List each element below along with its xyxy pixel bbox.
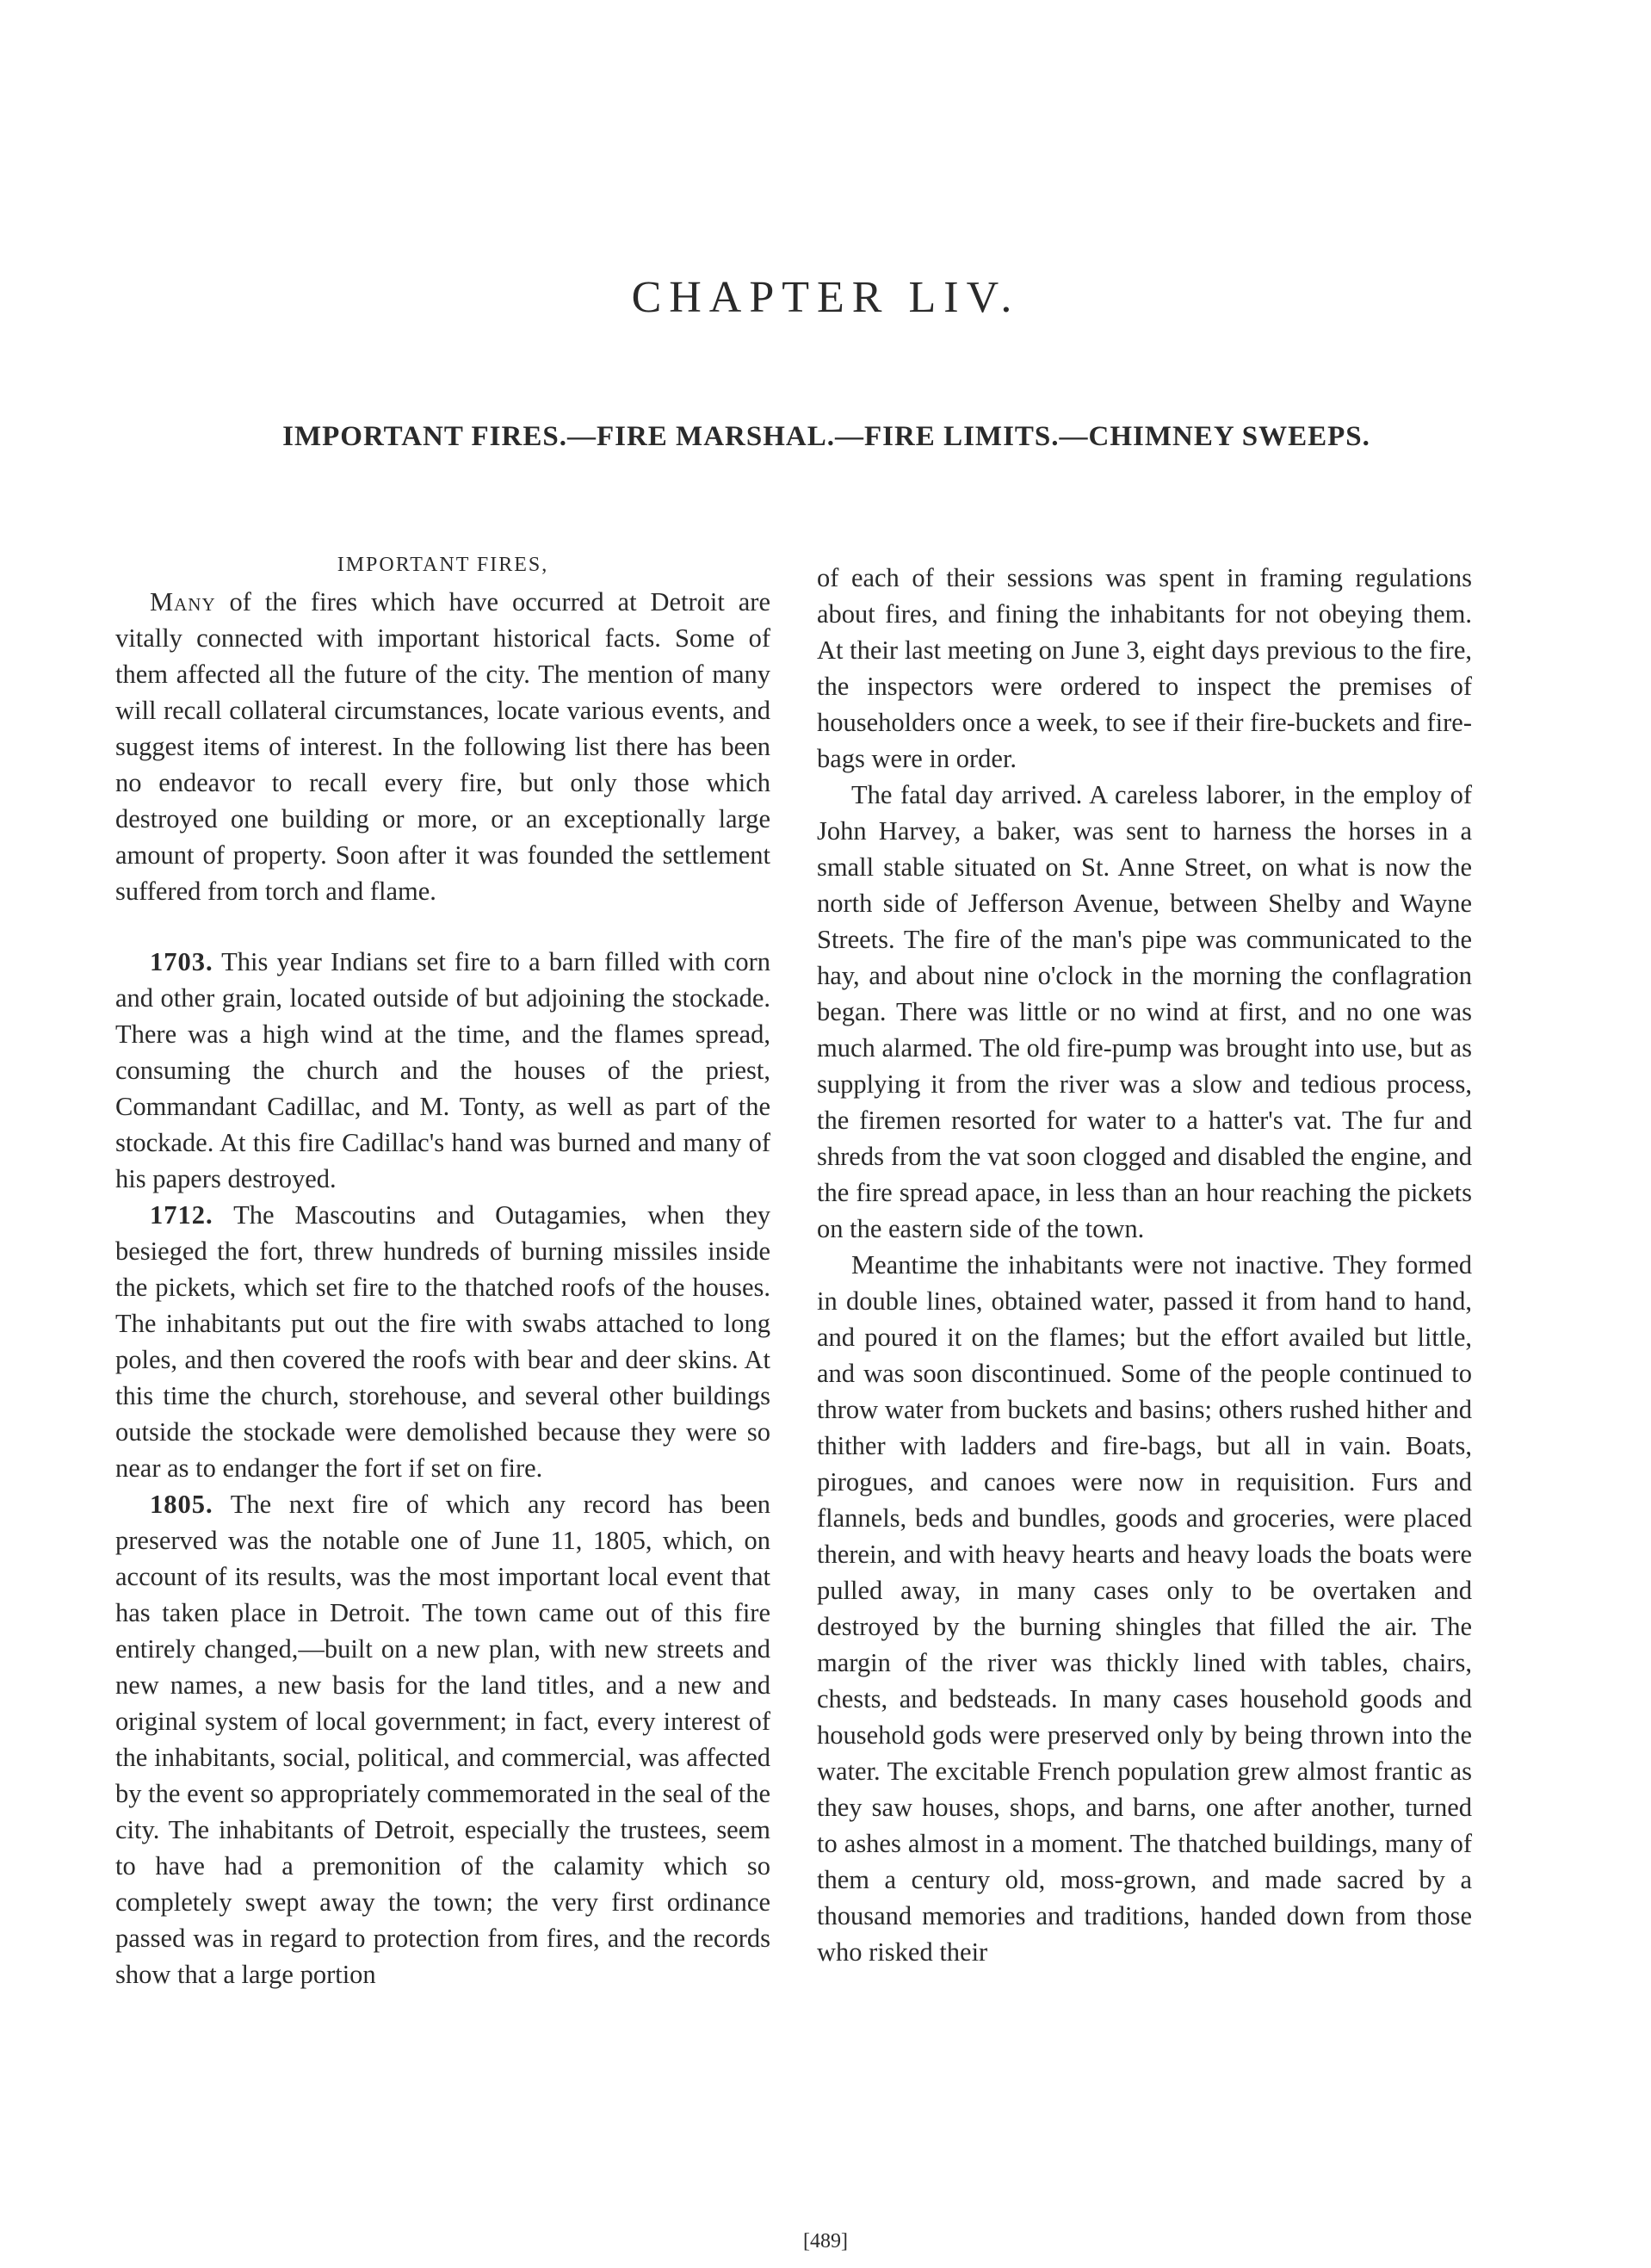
entry-1805 (115, 1486, 770, 1992)
paragraph-fatal-day: The fatal day arrived. A careless laborer, in the employ of John Harvey, a baker, was sent to harness the horses in a small stable situated on St. Anne Street, on what is now the north side of Jefferson Avenue, between Shelby and Wayne Streets. The fire of the man's pipe was communicated to the hay, and about nine o'clock in the morning the conflagration began. There was little or no wind at first, and no one was much alarmed. The old fire-pump was brought into use, but as supplying it from the river was a slow and tedious process, the firemen resorted for water to a hatter's vat. The fur and shreds from the vat soon clogged and disabled the engine, and the fire spread apace, in less than an hour reaching the pickets on the eastern side of the town. (817, 780, 1472, 1243)
intro-text: of the fires which have occurred at Detroit are vitally connected with important historical facts. Some of them affected all the future of the city. The mention of many will recall collateral circumstances, locate various events, and suggest items of interest. In the following list there has been no endeavor to recall every fire, but only those which destroyed one building or more, or an exceptionally large amount of property. Soon after it was founded the settlement suffered from torch and flame. (115, 587, 770, 906)
chapter-subtitle: IMPORTANT FIRES.—FIRE MARSHAL.—FIRE LIMITS.—CHIMNEY SWEEPS. (282, 421, 1370, 452)
page-number: [489] (803, 2230, 848, 2253)
continued-paragraph: of each of their sessions was spent in framing regulations about fires, and fining the inhabitants for not obeying them. At their last meeting on June 3, eight days previous to the fire, the inspectors were ordered to inspect the premises of householders once a week, to see if their fire-buckets and fire-bags were in order. (817, 563, 1472, 773)
intro-paragraph (115, 584, 770, 909)
paragraph-meantime: Meantime the inhabitants were not inactive. They formed in double lines, obtained water, passed it from hand to hand, and poured it on the flames; but the effort availed but little, and was soon discontinued. Some of the people continued to throw water from buckets and basins; others rushed hither and thither with ladders and fire-bags, but all in vain. Boats, pirogues, and canoes were now in requisition. Furs and flannels, beds and bundles, goods and groceries, were placed therein, and with heavy hearts and heavy loads the boats were pulled away, in many cases only to be overtaken and destroyed by the burning shingles that filled the air. The margin of the river was thickly lined with tables, chairs, chests, and bedsteads. In many cases household goods and household gods were preserved only by being thrown into the water. The excitable French population grew almost frantic as they saw houses, shops, and barns, one after another, turned to ashes almost in a moment. The thatched buildings, many of them a century old, moss-grown, and made sacred by a thousand memories and traditions, handed down from those who risked their (817, 1250, 1472, 1967)
entry-year: 1703. (150, 947, 213, 976)
entry-year: 1712. (150, 1200, 213, 1230)
left-column (115, 544, 770, 1992)
right-column (817, 560, 1472, 1970)
chapter-title: CHAPTER LIV. (631, 273, 1020, 322)
section-heading: IMPORTANT FIRES, (337, 554, 549, 576)
entry-text: The next fire of which any record has been preserved was the notable one of June 11, 1805, which, on account of its results, was the most important local event that has taken place in Detroit. The town came out of this fire entirely changed,—built on a new plan, with new streets and new names, a new basis for the land titles, and a new and original system of local government; in fact, every interest of the inhabitants, social, political, and commercial, was affected by the event so appropriately commemorated in the seal of the city. The inhabitants of Detroit, especially the trustees, seem to have had a premonition of the calamity which so completely swept away the town; the very first ordinance passed was in regard to protection from fires, and the records show that a large portion (115, 1490, 770, 1989)
entry-text: The Mascoutins and Outagamies, when they besieged the fort, threw hundreds of burning missiles inside the pickets, which set fire to the thatched roofs of the houses. The inhabitants put out the fire with swabs attached to long poles, and then covered the roofs with bear and deer skins. At this time the church, storehouse, and several other buildings outside the stockade were demolished because they were so near as to endanger the fort if set on fire. (115, 1200, 770, 1483)
lead-word: Many (150, 587, 216, 617)
entry-1712 (115, 1197, 770, 1486)
entry-text: This year Indians set fire to a barn filled with corn and other grain, located outside of but adjoining the stockade. There was a high wind at the time, and the flames spread, consuming the church and the houses of the priest, Commandant Cadillac, and M. Tonty, as well as part of the stockade. At this fire Cadillac's hand was burned and many of his papers destroyed. (115, 947, 770, 1193)
entry-1703 (115, 944, 770, 1197)
entry-year: 1805. (150, 1490, 213, 1519)
